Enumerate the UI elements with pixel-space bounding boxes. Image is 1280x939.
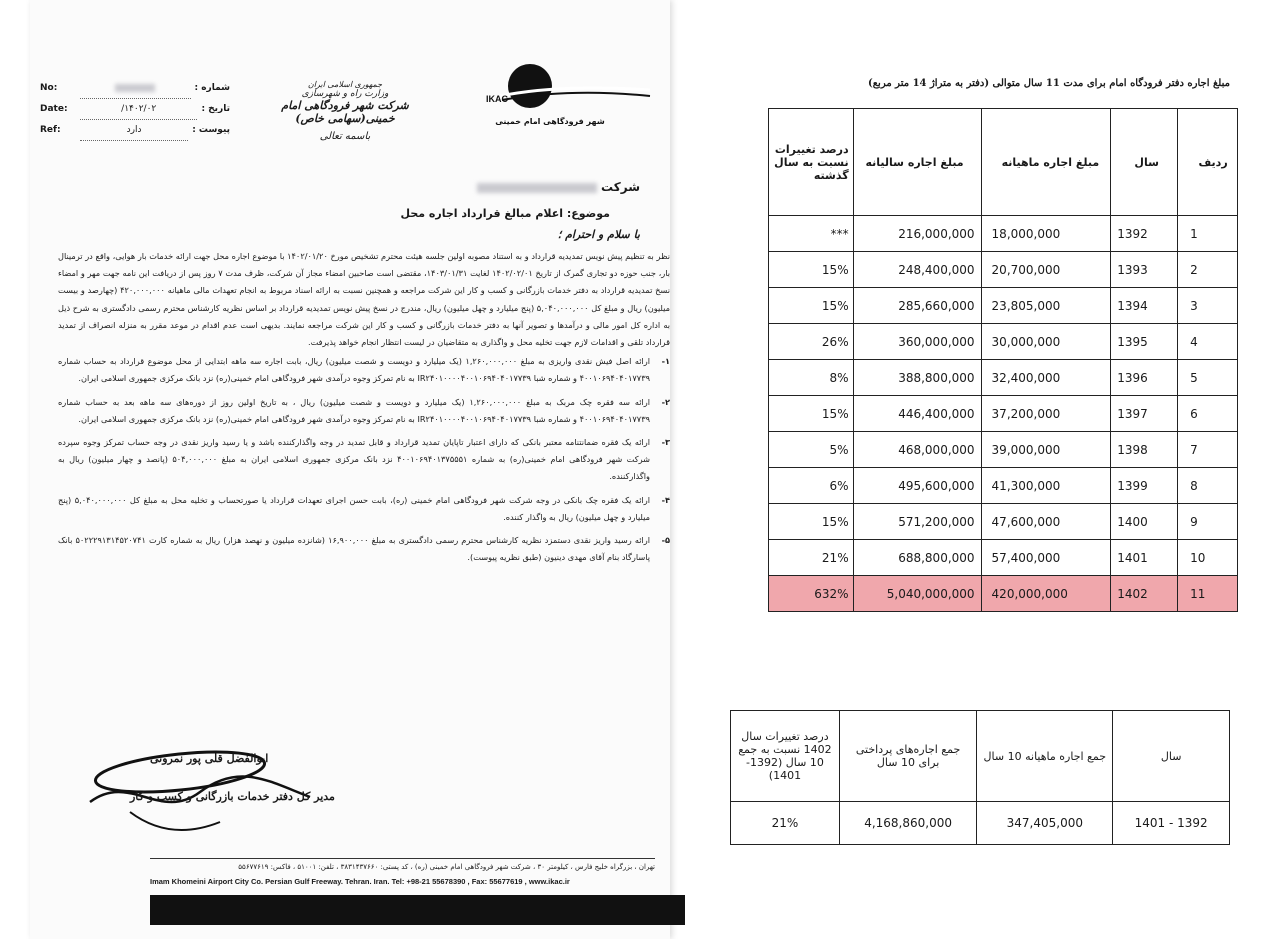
cell-annual: 360,000,000: [853, 324, 981, 360]
summary-change: 21%: [731, 802, 840, 845]
cell-row: 2: [1178, 252, 1238, 288]
footer-black-bar: [150, 895, 685, 925]
org-line-4: باسمه تعالی: [319, 131, 371, 142]
rent-table-row: [769, 360, 1238, 396]
cell-year: 1397: [1111, 396, 1178, 432]
meta-date-value: ۱۴۰۲/۰۲/: [80, 99, 197, 120]
header-year: سال: [1111, 109, 1178, 216]
header-monthly: مبلغ اجاره ماهیانه: [981, 109, 1111, 216]
logo-text: IKAC: [486, 94, 508, 104]
cell-annual: 216,000,000: [853, 216, 981, 252]
cell-monthly: 47,600,000: [981, 504, 1111, 540]
letter-item: [58, 353, 670, 387]
letter-item: [58, 492, 670, 526]
cell-year: 1392: [1111, 216, 1178, 252]
cell-row: 5: [1178, 360, 1238, 396]
cell-row: 8: [1178, 468, 1238, 504]
cell-change: 15%: [769, 252, 854, 288]
footer-address-en: Imam Khomeini Airport City Co. Persian Gulf Freeway. Tehran. Iran. Tel: +98-21 55678390 , Fax: 55677619 , www.ikac.ir: [150, 877, 570, 886]
cell-annual: 571,200,000: [853, 504, 981, 540]
cell-annual: 248,400,000: [853, 252, 981, 288]
item-number: ۲-: [661, 396, 670, 407]
rent-table-row: [769, 396, 1238, 432]
cell-change: 6%: [769, 468, 854, 504]
cell-annual: 446,400,000: [853, 396, 981, 432]
recipient-company: [477, 180, 640, 194]
rent-table-row: [769, 468, 1238, 504]
cell-change: ***: [769, 216, 854, 252]
item-number: ۱-: [661, 356, 670, 367]
letter-footer: [150, 858, 655, 886]
cell-monthly: 32,400,000: [981, 360, 1111, 396]
cell-monthly: 41,300,000: [981, 468, 1111, 504]
item-text: ارائه سه فقره چک مربک به مبلغ ۱,۲۶۰,۰۰۰,۰۰۰ (یک میلیارد و دویست و شصت میلیون) ریال ، به تاریخ اولین روز از دوره‌های سه ماهه بعد به حساب شماره ۴۰۰۱۰۶۹۴۰۴۰۱۷۷۳۹ و شماره شبا IR۲۴۰۱۰۰۰۰۴۰۰۱۰۶۹۴۰۴۰۱۷۷۳۹ به نام تمرکز وجوه درآمدی شهر فرودگاهی امام خمینی(ره) نزد بانک مرکزی جمهوری اسلامی ایران.: [58, 396, 651, 424]
summary-values: [731, 802, 1230, 845]
rent-table-title: مبلغ اجاره دفتر فرودگاه امام برای مدت 11 سال متوالی (دفتر به متراژ 14 متر مربع): [867, 78, 1230, 89]
ikac-logo: [480, 60, 655, 130]
summary-table: [730, 710, 1230, 845]
cell-year: 1393: [1111, 252, 1178, 288]
cell-change: 15%: [769, 396, 854, 432]
org-line-3: شرکت شهر فرودگاهی امام خمینی(سهامی خاص): [281, 99, 409, 125]
letter-subject: موضوع: اعلام مبالغ قرارداد اجاره محل: [400, 207, 610, 220]
cell-monthly: 37,200,000: [981, 396, 1111, 432]
header-annual: مبلغ اجاره سالیانه: [853, 109, 981, 216]
rent-table-row: [769, 540, 1238, 576]
cell-monthly: 420,000,000: [981, 576, 1111, 612]
rent-table-row: [769, 576, 1238, 612]
cell-row: 1: [1178, 216, 1238, 252]
cell-row: 7: [1178, 432, 1238, 468]
summary-year: 1392 - 1401: [1113, 802, 1230, 845]
signer-title: مدیر کل دفتر خدمات بازرگانی و کسب و کار: [130, 790, 335, 803]
cell-year: 1401: [1111, 540, 1178, 576]
letter-item: [58, 394, 670, 428]
cell-row: 9: [1178, 504, 1238, 540]
rent-tables: [730, 70, 1250, 850]
summary-header-year: سال: [1113, 711, 1230, 802]
cell-change: 21%: [769, 540, 854, 576]
cell-annual: 5,040,000,000: [853, 576, 981, 612]
meta-date: [40, 99, 230, 120]
letter-body: [58, 248, 670, 572]
item-text: ارائه اصل فیش نقدی واریزی به مبلغ ۱,۲۶۰,۰۰۰,۰۰۰ (یک میلیارد و دویست و شصت میلیون) ریال، بابت اجاره سه ماهه ابتدایی از محل موضوع قرارداد به حساب شماره ۴۰۰۱۰۶۹۴۰۴۰۱۷۷۳۹ و شماره شبا IR۲۴۰۱۰۰۰۰۴۰۰۱۰۶۹۴۰۴۰۱۷۷۳۹ به نام تمرکز وجوه درآمدی شهر فرودگاهی امام خمینی(ره) نزد بانک مرکزی جمهوری اسلامی ایران.: [58, 356, 650, 384]
meta-number-label-fa: شماره :: [194, 83, 230, 93]
summary-paid: 4,168,860,000: [839, 802, 977, 845]
rent-table-header: [769, 109, 1238, 216]
cell-annual: 495,600,000: [853, 468, 981, 504]
cell-annual: 285,660,000: [853, 288, 981, 324]
signer-name: ابوالفضل قلی پور نمرونی: [150, 752, 269, 765]
letter-item: [58, 532, 670, 566]
meta-ref-label: Ref:: [40, 125, 61, 135]
cell-row: 6: [1178, 396, 1238, 432]
meta-ref: [40, 120, 230, 141]
cell-change: 632%: [769, 576, 854, 612]
letter-item: [58, 434, 670, 486]
redacted-number: [115, 84, 155, 92]
redacted-company-name: [477, 183, 597, 193]
cell-row: 10: [1178, 540, 1238, 576]
letter-meta: [40, 78, 230, 141]
cell-row: 4: [1178, 324, 1238, 360]
cell-monthly: 23,805,000: [981, 288, 1111, 324]
org-line-2: وزارت راه و شهرسازی: [301, 89, 389, 99]
cell-annual: 688,800,000: [853, 540, 981, 576]
meta-ref-label-fa: پیوست :: [192, 125, 230, 135]
letter-greeting: با سلام و احترام ؛: [557, 228, 640, 241]
rent-table-row: [769, 324, 1238, 360]
meta-ref-value: دارد: [80, 120, 188, 141]
rent-table-row: [769, 288, 1238, 324]
cell-monthly: 39,000,000: [981, 432, 1111, 468]
item-number: ۴-: [661, 494, 670, 505]
organization-header: [270, 80, 420, 142]
cell-row: 3: [1178, 288, 1238, 324]
cell-annual: 388,800,000: [853, 360, 981, 396]
item-text: ارائه یک فقره چک بانکی در وجه شرکت شهر فرودگاهی امام خمینی (ره)، بابت حسن اجرای تعهدات قرارداد یا صورتحساب و تخلیه محل به مبلغ کل ۵,۰۴۰,۰۰۰,۰۰۰ (پنج میلیارد و چهل میلیون) ریال به واگذار کننده.: [58, 494, 650, 522]
header-row: ردیف: [1178, 109, 1238, 216]
item-text: ارائه رسید واریز نقدی دستمزد نظریه کارشناس محترم رسمی دادگستری به مبلغ ۱۶,۹۰۰,۰۰۰ (شانزده میلیون و نهصد هزار) ریال به شماره کارت ۵۰۲۲۲۹۱۳۱۴۵۲۰۷۴۱ بانک پاسارگاد بنام آقای مهدی دینیون (طبق نظریه پیوست).: [58, 535, 651, 563]
letter-intro: نظر به تنظیم پیش نویس تمدیدیه قرارداد و به استناد مصوبه اولین جلسه هیئت محترم تشخیص مورخ ۱۴۰۲/۰۱/۲۰ با موضوع اجاره محل جهت ارائه خدمات بار هوایی، واقع در ترمینال بار، جنب حوزه دو تجاری گمرک از تاریخ ۱۴۰۲/۰۲/۰۱ لغایت ۱۴۰۳/۰۱/۳۱، مقتضی است صاحبین امضاء مجاز آن شرکت، ظرف مدت ۷ روز پس از دریافت این نامه جهت مهر و امضاء نسخ تمدیدیه قرارداد به دفتر خدمات بازرگانی و کسب و کار این شرکت مراجعه و همچنین نسبت به ارائه اسناد مربوط به انجام تعهدات مالی ماهیانه ۴۲۰,۰۰۰,۰۰۰ (چهارصد و بیست میلیون) ریال و مبلغ کل ۵,۰۴۰,۰۰۰,۰۰۰ (پنج میلیارد و چهل میلیون) ریال، مندرج در نسخ پیش نویس تمدیدیه قرارداد بر اساس نظریه کارشناس محترم رسمی دادگستری به شرح ذیل به اداره کل امور مالی و درآمدها و تصویر آنها به دفتر خدمات بازرگانی و کسب و کار این شرکت مراجعه نمایند. بدیهی است عدم اقدام در موعد مقرر به منزله انصراف از تمدید قرارداد تلقی و اقدامات لازم جهت تخلیه محل و واگذاری به متقاضیان در لیست انتظار انجام خواهد پذیرفت.: [58, 251, 671, 348]
cell-year: 1398: [1111, 432, 1178, 468]
item-number: ۵-: [661, 535, 670, 546]
official-letter: [30, 0, 670, 939]
rent-table: [768, 108, 1238, 612]
item-number: ۳-: [661, 437, 670, 448]
org-line-1: جمهوری اسلامی ایران: [307, 80, 383, 89]
item-text: ارائه یک فقره ضمانتنامه معتبر بانکی که دارای اعتبار تاپایان تمدید قرارداد و قابل تمدید در وجه واگذارکننده باشد و یا رسید واریز نقدی در وجه حساب تمرکز وجوه سپرده شرکت شهر فرودگاهی امام خمینی(ره) به شماره ۴۰۰۱۰۶۹۴۰۱۳۷۵۵۵۱ نزد بانک مرکزی جمهوری اسلامی ایران به مبلغ ۵۰۴,۰۰۰,۰۰۰ (پانصد و چهار میلیون) ریال به واگذارکننده.: [58, 437, 650, 482]
rent-table-row: [769, 252, 1238, 288]
cell-change: 15%: [769, 504, 854, 540]
meta-number-value: [80, 78, 191, 99]
summary-header-change: درصد تغییرات سال 1402 نسبت به جمع 10 سال (1392- 1401): [731, 711, 840, 802]
summary-header: [731, 711, 1230, 802]
meta-number-label: No:: [40, 83, 58, 93]
cell-change: 5%: [769, 432, 854, 468]
cell-monthly: 18,000,000: [981, 216, 1111, 252]
cell-year: 1402: [1111, 576, 1178, 612]
logo-caption: شهر فرودگاهی امام خمینی: [495, 117, 605, 126]
footer-address-fa: تهران ، بزرگراه خلیج فارس ، کیلومتر ۳۰ ، شرکت شهر فرودگاهی امام خمینی (ره) ، کد پستی: ۳۸۳۱۴۳۷۶۶۰ ، تلفن: ۵۱۰۰۱ ، فاکس: ۵۵۶۷۷۶۱۹: [238, 863, 655, 871]
summary-header-monthly: جمع اجاره ماهیانه 10 سال: [977, 711, 1113, 802]
cell-row: 11: [1178, 576, 1238, 612]
meta-date-label-fa: تاریخ :: [201, 104, 230, 114]
rent-table-row: [769, 216, 1238, 252]
cell-monthly: 57,400,000: [981, 540, 1111, 576]
header-change: درصد تغییرات نسبت به سال گذشته: [769, 109, 854, 216]
summary-header-paid: جمع اجاره‌های پرداختی برای 10 سال: [839, 711, 977, 802]
cell-monthly: 20,700,000: [981, 252, 1111, 288]
summary-monthly: 347,405,000: [977, 802, 1113, 845]
cell-year: 1399: [1111, 468, 1178, 504]
meta-number: [40, 78, 230, 99]
cell-year: 1394: [1111, 288, 1178, 324]
rent-table-row: [769, 432, 1238, 468]
cell-year: 1396: [1111, 360, 1178, 396]
cell-year: 1395: [1111, 324, 1178, 360]
cell-change: 8%: [769, 360, 854, 396]
cell-monthly: 30,000,000: [981, 324, 1111, 360]
cell-annual: 468,000,000: [853, 432, 981, 468]
cell-change: 15%: [769, 288, 854, 324]
cell-change: 26%: [769, 324, 854, 360]
rent-table-body: [769, 216, 1238, 612]
meta-date-label: Date:: [40, 104, 68, 114]
cell-year: 1400: [1111, 504, 1178, 540]
rent-table-row: [769, 504, 1238, 540]
company-label: شرکت: [601, 180, 640, 194]
